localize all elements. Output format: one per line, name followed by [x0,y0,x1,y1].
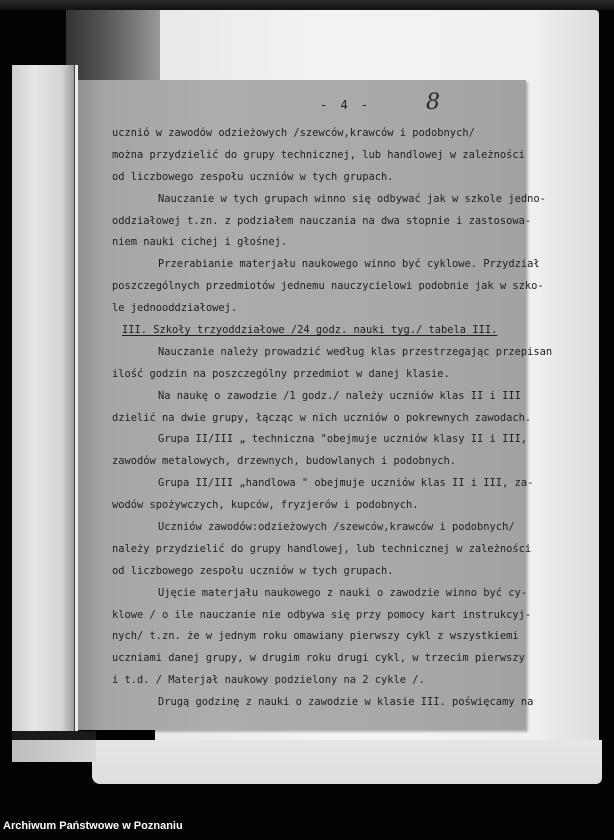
text-line: ilość godzin na poszczególny przedmiot w danej klasie. [112,367,450,380]
text-line: niem nauki cichej i głośnej. [112,236,288,249]
text-line: Przerabianie materjału naukowego winno być cyklowe. Przydział [158,258,540,271]
archive-watermark: Archiwum Państwowe w Poznaniu [3,820,183,832]
text-line: można przydzielić do grupy technicznej, lub handlowej w zależności [112,148,525,161]
binding-strip [12,65,74,733]
text-line: Nauczanie w tych grupach winno się odbywać jak w szkole jedno- [158,192,546,205]
text-line: Ujęcie materjału naukowego z nauki o zawodzie winno być cy- [158,586,528,599]
text-line: należy przydzielić do grupy handlowej, lub technicznej w zależności [112,542,532,555]
text-line: i t.d. / Materjał naukowy podzielony na 2 cykle /. [112,674,425,687]
text-line: uczniami danej grupy, w drugim roku drugi cykl, w trzecim pierwszy [112,652,525,665]
text-line: Na naukę o zawodzie /1 godz./ należy uczniów klas II i III [158,389,521,402]
binding-bottom [12,740,96,762]
binding-shadow-top [66,10,160,82]
backing-sheet-bottom [92,740,602,784]
page-header [78,92,526,114]
text-line: poszczególnych przedmiotów jednemu nauczycielowi podobnie jak w szko- [112,280,544,293]
text-line: wodów spożywczych, kupców, fryzjerów i podobnych. [112,499,419,512]
page-number: - 4 - [320,98,372,112]
text-line: ucznió w zawodów odzieżowych /szewców,krawców i podobnych/ [112,127,475,139]
text-line: Uczniów zawodów:odzieżowych /szewców,krawców i podobnych/ [158,521,515,534]
text-line: nych/ t.zn. że w jednym roku omawiany pierwszy cykl z wszystkiemi [112,630,519,643]
text-line: od liczbowego zespołu uczniów w tych grupach. [112,564,394,577]
scan-top-edge [0,0,614,10]
text-line: Grupa II/III „ techniczna "obejmuje uczniów klasy II i III, [158,433,528,446]
text-line: Drugą godzinę z nauki o zawodzie w klasie III. poświęcamy na [158,696,534,709]
text-line: od liczbowego zespołu uczniów w tych grupach. [112,170,394,183]
text-line: zawodów metalowych, drzewnych, budowlanych i podobnych. [112,455,457,468]
text-line: Nauczanie należy prowadzić według klas przestrzegając przepisan [158,345,553,358]
text-line: klowe / o ile nauczanie nie odbywa się przy pomocy kart instrukcyj- [112,608,532,621]
document-page [78,80,553,730]
document-body [112,123,553,714]
handwritten-folio-number: 8 [426,90,440,115]
section-heading: III. Szkoły trzyoddziałowe /24 godz. nauki tyg./ tabela III. [122,324,498,337]
text-line: oddziałowej t.zn. z podziałem nauczania na dwa stopnie i zastosowa- [112,214,532,227]
text-line: Grupa II/III „handlowa " obejmuje uczniów klas II i III, za- [158,477,534,490]
text-line: le jednooddziałowej. [112,302,238,315]
text-line: dzielić na dwie grupy, łącząc w nich uczniów o pokrewnych zawodach. [112,411,532,424]
